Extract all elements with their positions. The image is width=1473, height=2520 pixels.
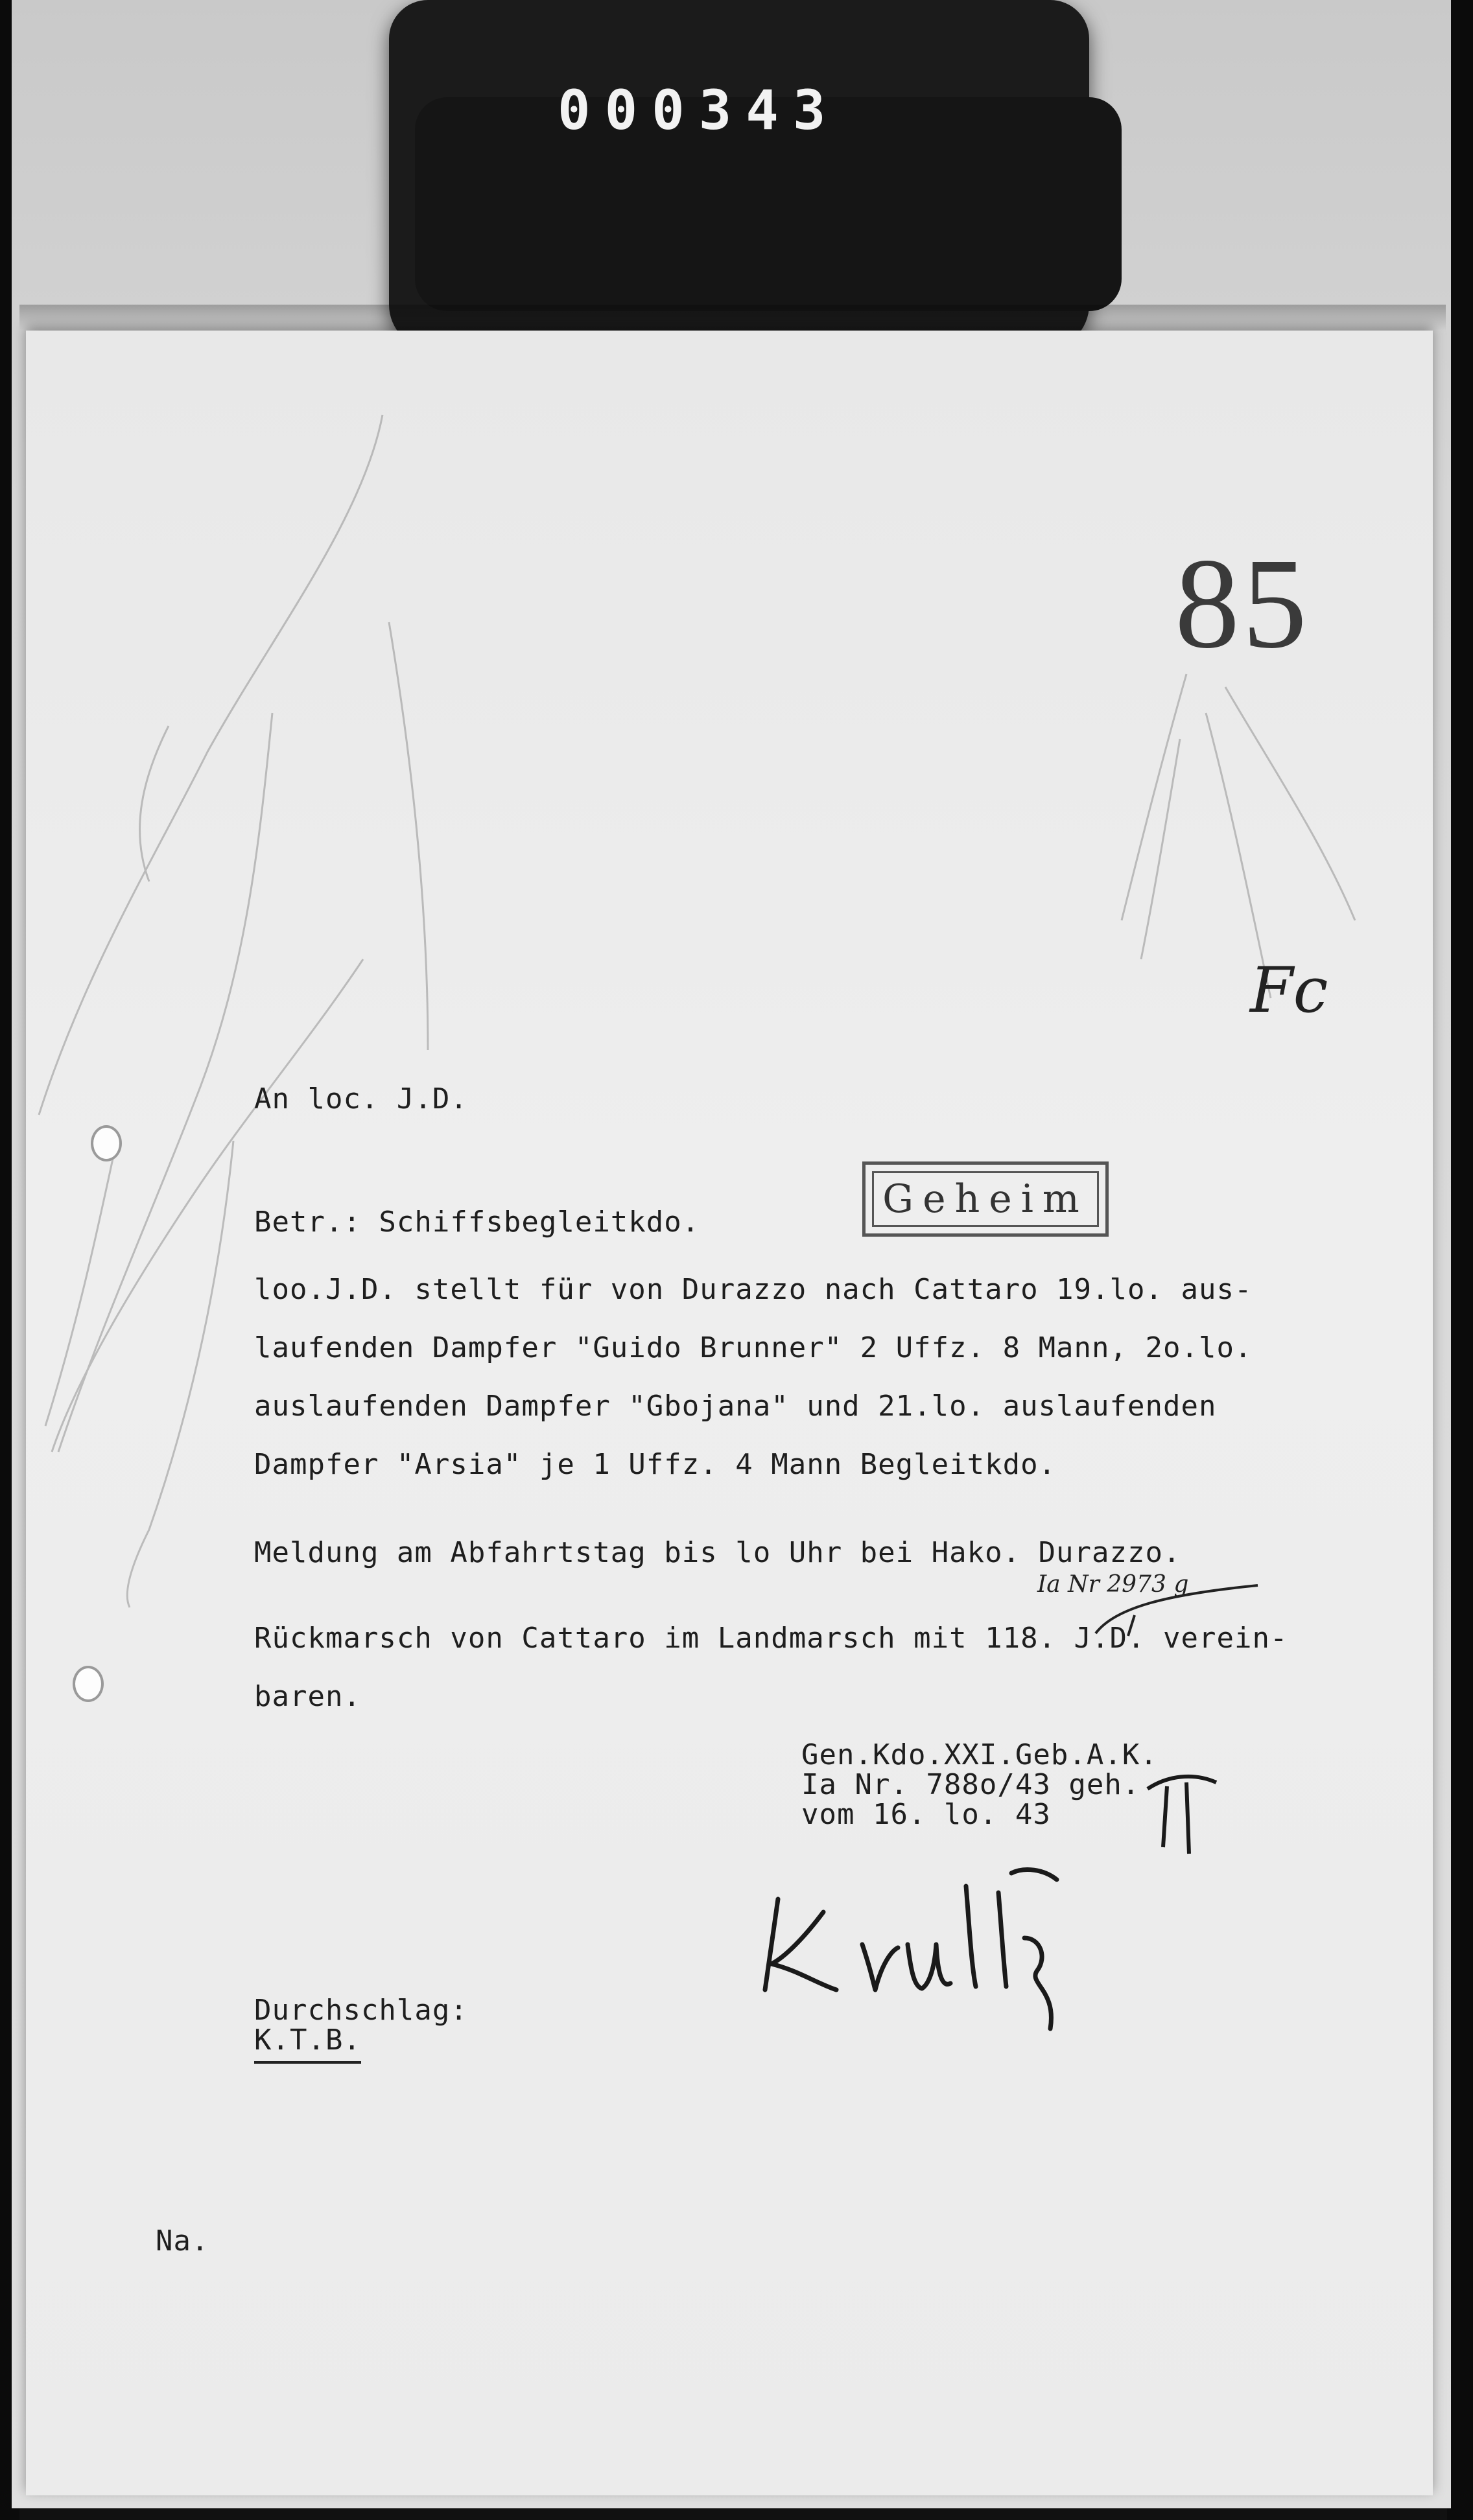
subject-line: Betr.: Schiffsbegleitkdo. xyxy=(254,1206,700,1239)
body-line: loo.J.D. stellt für von Durazzo nach Cattaro 19.lo. aus- xyxy=(254,1273,1253,1306)
distribution-entry: K.T.B. xyxy=(254,2022,361,2064)
fold-shadow xyxy=(19,305,1446,331)
stamp-text: Geheim xyxy=(882,1176,1089,1222)
sender-line: vom 16. lo. 43 xyxy=(801,1798,1051,1831)
handwritten-insert: Ia Nr 2973 g xyxy=(1037,1571,1189,1598)
punch-hole-upper xyxy=(91,1125,122,1161)
meldung-line: Meldung am Abfahrtstag bis lo Uhr bei Hako. Durazzo. xyxy=(254,1536,1181,1569)
recipient-line: An loc. J.D. xyxy=(254,1082,468,1115)
initial-mark: Fc xyxy=(1250,954,1328,1027)
signature xyxy=(752,1873,1141,2042)
page-counter: 000343 xyxy=(558,78,840,142)
sender-line: Gen.Kdo.XXI.Geb.A.K. xyxy=(801,1738,1158,1771)
rueckmarsch-line: baren. xyxy=(254,1680,361,1713)
body-line: Dampfer "Arsia" je 1 Uffz. 4 Mann Begleitkdo. xyxy=(254,1448,1057,1481)
handwritten-mark xyxy=(1141,1763,1225,1860)
sender-line: Ia Nr. 788o/43 geh. xyxy=(801,1768,1140,1801)
body-line: laufenden Dampfer "Guido Brunner" 2 Uffz. 8 Mann, 2o.lo. xyxy=(254,1331,1253,1364)
geheim-stamp xyxy=(862,1161,1109,1237)
distribution-label: Durchschlag: xyxy=(254,1994,468,2027)
punch-hole-lower xyxy=(73,1666,104,1702)
rueckmarsch-line: Rückmarsch von Cattaro im Landmarsch mit 118. J.D. verein- xyxy=(254,1622,1288,1655)
folio-number: 85 xyxy=(1175,532,1310,675)
body-line: auslaufenden Dampfer "Gbojana" und 21.lo. auslaufenden xyxy=(254,1390,1217,1423)
scan-border-right xyxy=(1447,0,1473,2520)
typist-initials: Na. xyxy=(156,2224,209,2258)
